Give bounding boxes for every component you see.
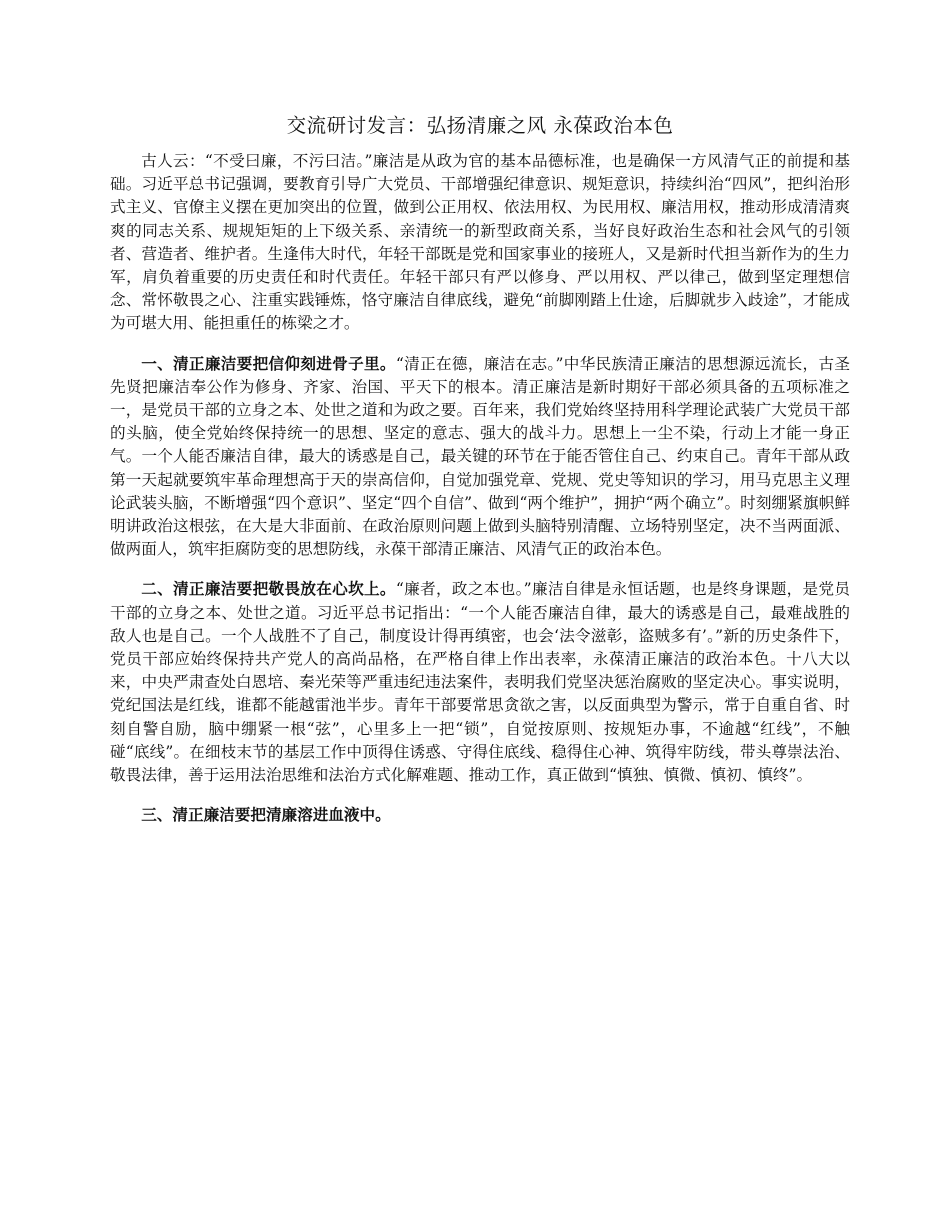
section-1-heading: 一、清正廉洁要把信仰刻进骨子里。 xyxy=(141,354,396,373)
intro-paragraph: 古人云：“不受曰廉，不污曰洁。”廉洁是从政为官的基本品德标准，也是确保一方风清气正的前提和基础。习近平总书记强调，要教育引导广大党员、干部增强纪律意识、规矩意识，持续纠治“四风”，把纠治形式主义、官僚主义摆在更加突出的位置，做到公正用权、依法用权、为民用权、廉洁用权，推动形成清清爽爽的同志关系、规规矩矩的上下级关系、亲清统一的新型政商关系，当好良好政治生态和社会风气的引领者、营造者、维护者。生逢伟大时代，年轻干部既是党和国家事业的接班人，又是新时代担当新作为的生力军，肩负着重要的历史责任和时代责任。年轻干部只有严以修身、严以用权、严以律己，做到坚定理想信念、常怀敬畏之心、注重实践锤炼，恪守廉洁自律底线，避免“前脚刚踏上仕途，后脚就步入歧途”，才能成为可堪大用、能担重任的栋梁之才。 xyxy=(110,152,850,333)
section-3-heading: 三、清正廉洁要把清廉溶进血液中。 xyxy=(141,806,391,825)
section-2-paragraph xyxy=(110,578,850,787)
document-title: 交流研讨发言：弘扬清廉之风 永葆政治本色 xyxy=(286,114,674,137)
section-2-heading: 二、清正廉洁要把敬畏放在心坎上。 xyxy=(141,580,396,599)
section-1-paragraph xyxy=(110,353,850,562)
section-2-body: “廉者，政之本也。”廉洁自律是永恒话题，也是终身课题，是党员干部的立身之本、处世之道。习近平总书记指出：“一个人能否廉洁自律，最大的诱惑是自己，最难战胜的敌人也是自己。一个人战胜不了自己，制度设计得再缜密，也会‘法令滋彰，盗贼多有’。”新的历史条件下，党员干部应始终保持共产党人的高尚品格，在严格自律上作出表率，永葆清正廉洁的政治本色。十八大以来，中央严肃查处白恩培、秦光荣等严重违纪违法案件，表明我们党坚决惩治腐败的坚定决心。事实说明，党纪国法是红线，谁都不能越雷池半步。青年干部要常思贪欲之害，以反面典型为警示，常于自重自省、时刻自警自励，脑中绷紧一根“弦”，心里多上一把“锁”，自觉按原则、按规矩办事，不逾越“红线”，不触碰“底线”。在细枝末节的基层工作中顶得住诱惑、守得住底线、稳得住心神、筑得牢防线，带头尊崇法治、敬畏法律，善于运用法治思维和法治方式化解难题、推动工作，真正做到“慎独、慎微、慎初、慎终”。 xyxy=(110,580,850,785)
document-page xyxy=(110,112,850,827)
section-1-body: “清正在德，廉洁在志。”中华民族清正廉洁的思想源远流长，古圣先贤把廉洁奉公作为修身、齐家、治国、平天下的根本。清正廉洁是新时期好干部必须具备的五项标准之一，是党员干部的立身之本、处世之道和为政之要。百年来，我们党始终坚持用科学理论武装广大党员干部的头脑，使全党始终保持统一的思想、坚定的意志、强大的战斗力。思想上一尘不染，行动上才能一身正气。一个人能否廉洁自律，最大的诱惑是自己，最关键的环节在于能否管住自己、约束自己。青年干部从政第一天起就要筑牢革命理想高于天的崇高信仰，自觉加强党章、党规、党史等知识的学习，用马克思主义理论武装头脑，不断增强“四个意识”、坚定“四个自信”、做到“两个维护”，拥护“两个确立”。时刻绷紧旗帜鲜明讲政治这根弦，在大是大非面前、在政治原则问题上做到头脑特别清醒、立场特别坚定，决不当两面派、做两面人，筑牢拒腐防变的思想防线，永葆干部清正廉洁、风清气正的政治本色。 xyxy=(110,354,850,559)
